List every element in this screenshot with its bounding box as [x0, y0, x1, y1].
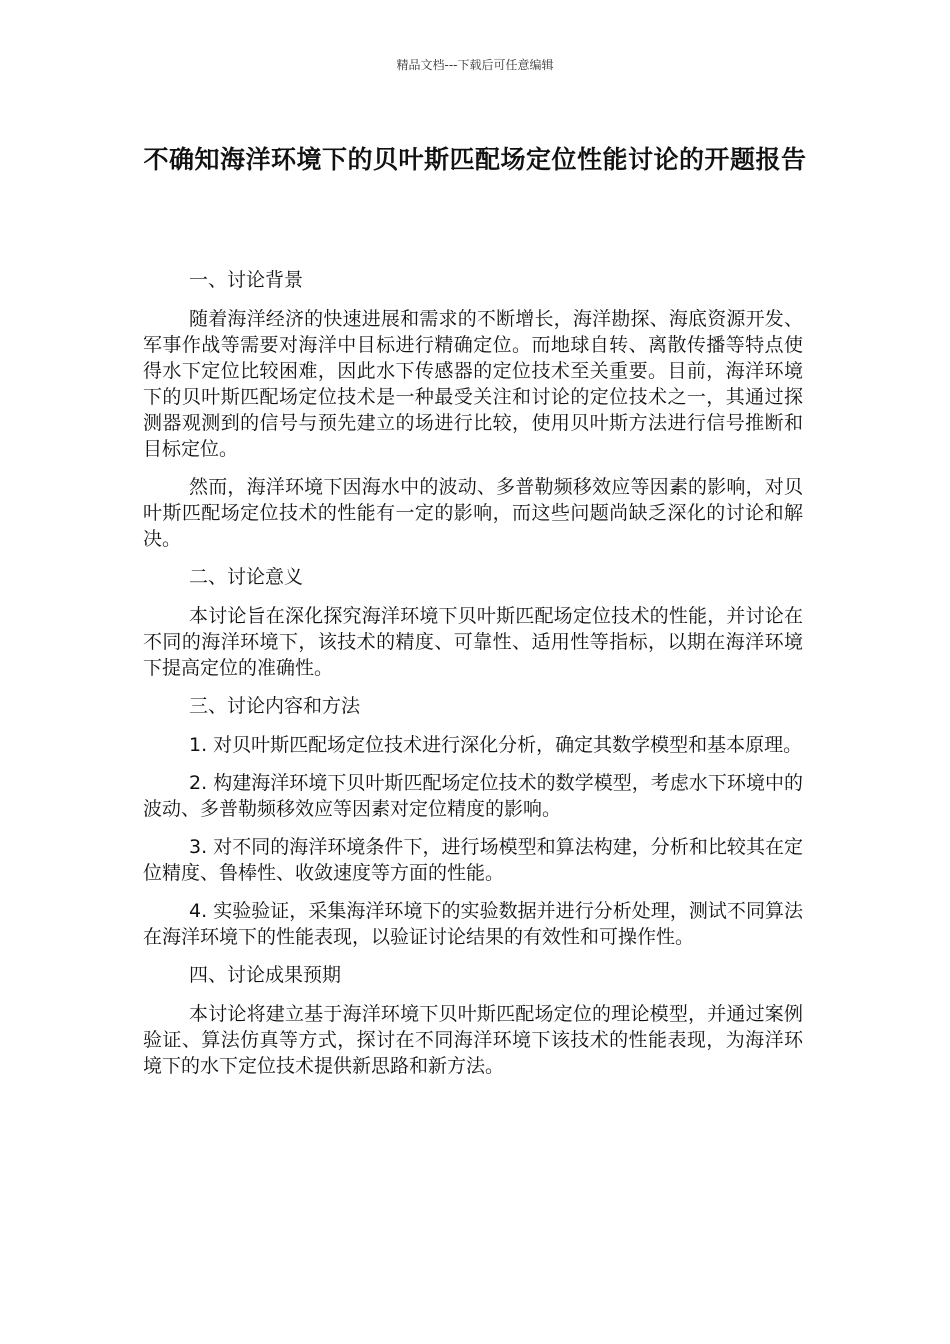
section-heading-significance: 二、讨论意义 — [189, 566, 304, 588]
list-item-content-3: 3. 对不同的海洋环境条件下，进行场模型和算法构建，分析和比较其在定位精度、鲁棒性、收敛速度等方面的性能。 — [143, 836, 803, 884]
paragraph-significance-1: 本讨论旨在深化探究海洋环境下贝叶斯匹配场定位技术的性能，并讨论在不同的海洋环境下，该技术的精度、可靠性、适用性等指标，以期在海洋环境下提高定位的准确性。 — [143, 605, 803, 679]
section-heading-content: 三、讨论内容和方法 — [189, 695, 361, 717]
document-title: 不确知海洋环境下的贝叶斯匹配场定位性能讨论的开题报告 — [143, 145, 807, 174]
paragraph-background-2: 然而，海洋环境下因海水中的波动、多普勒频移效应等因素的影响，对贝叶斯匹配场定位技术的性能有一定的影响，而这些问题尚缺乏深化的讨论和解决。 — [143, 476, 803, 550]
list-item-content-2: 2. 构建海洋环境下贝叶斯匹配场定位技术的数学模型，考虑水下环境中的波动、多普勒频移效应等因素对定位精度的影响。 — [143, 772, 803, 820]
document-body — [143, 267, 803, 1091]
header-note: 精品文档---下载后可任意编辑 — [396, 58, 554, 72]
paragraph-background-1: 随着海洋经济的快速进展和需求的不断增长，海洋勘探、海底资源开发、军事作战等需要对海洋中目标进行精确定位。而地球自转、离散传播等特点使得水下定位比较困难，因此水下传感器的定位技术至关重要。目前，海洋环境下的贝叶斯匹配场定位技术是一种最受关注和讨论的定位技术之一，其通过探测器观测到的信号与预先建立的场进行比较，使用贝叶斯方法进行信号推断和目标定位。 — [143, 308, 803, 460]
section-heading-background: 一、讨论背景 — [189, 269, 304, 291]
list-item-content-4: 4. 实验验证，采集海洋环境下的实验数据并进行分析处理，测试不同算法在海洋环境下的性能表现，以验证讨论结果的有效性和可操作性。 — [143, 900, 803, 948]
list-item-content-1: 1. 对贝叶斯匹配场定位技术进行深化分析，确定其数学模型和基本原理。 — [189, 734, 803, 756]
paragraph-results-1: 本讨论将建立基于海洋环境下贝叶斯匹配场定位的理论模型，并通过案例验证、算法仿真等方式，探讨在不同海洋环境下该技术的性能表现，为海洋环境下的水下定位技术提供新思路和新方法。 — [143, 1003, 803, 1077]
section-heading-results: 四、讨论成果预期 — [189, 964, 342, 986]
